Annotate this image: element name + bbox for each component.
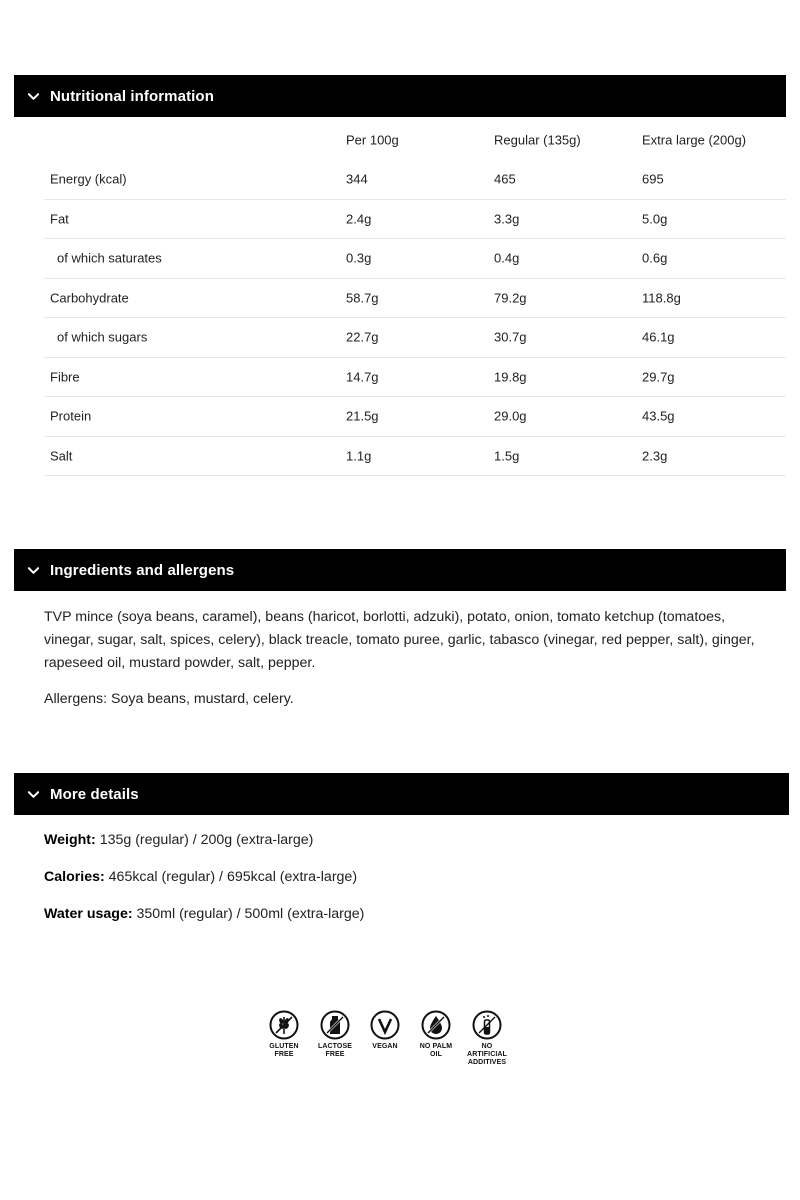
nutrient-name: Salt bbox=[50, 448, 73, 464]
dietary-badges bbox=[262, 1010, 532, 1070]
value-xl: 2.3g bbox=[642, 448, 668, 464]
value-regular: 3.3g bbox=[494, 211, 520, 227]
badge-no-palm-oil bbox=[414, 1010, 458, 1059]
chevron-down-icon bbox=[26, 787, 40, 801]
nutrient-name: Protein bbox=[50, 408, 92, 424]
chevron-down-icon bbox=[26, 563, 40, 577]
value-xl: 0.6g bbox=[642, 250, 668, 266]
detail-value: 350ml (regular) / 500ml (extra-large) bbox=[132, 906, 365, 922]
gluten-free-icon bbox=[269, 1010, 299, 1040]
no-palm-oil-icon bbox=[421, 1010, 451, 1040]
badge-label: VEGAN bbox=[372, 1043, 398, 1050]
value-per100: 21.5g bbox=[346, 408, 379, 424]
badge-label: FREE bbox=[325, 1051, 345, 1058]
value-per100: 14.7g bbox=[346, 369, 379, 385]
badge-no-artificial-additives bbox=[465, 1010, 509, 1067]
value-xl: 43.5g bbox=[642, 408, 675, 424]
value-regular: 0.4g bbox=[494, 250, 520, 266]
section-title: Nutritional information bbox=[50, 87, 214, 105]
badge-label: LACTOSE bbox=[317, 1043, 353, 1050]
badge-gluten-free bbox=[262, 1010, 306, 1059]
nutrition-table bbox=[44, 120, 786, 476]
table-row bbox=[44, 358, 786, 398]
allergens-text: Allergens: Soya beans, mustard, celery. bbox=[44, 691, 294, 707]
table-row bbox=[44, 160, 786, 200]
chevron-down-icon bbox=[26, 89, 40, 103]
value-regular: 79.2g bbox=[494, 290, 527, 306]
nutrient-name: Energy (kcal) bbox=[50, 171, 127, 187]
table-row bbox=[44, 397, 786, 437]
detail-weight bbox=[44, 832, 313, 848]
nutrient-name: Carbohydrate bbox=[50, 290, 129, 306]
value-xl: 46.1g bbox=[642, 329, 675, 345]
table-row bbox=[44, 437, 786, 477]
value-per100: 1.1g bbox=[346, 448, 372, 464]
table-row bbox=[44, 318, 786, 358]
badge-lactose-free bbox=[313, 1010, 357, 1059]
lactose-free-icon bbox=[320, 1010, 350, 1040]
badge-label: ARTIFICIAL bbox=[467, 1051, 507, 1058]
detail-label: Water usage: bbox=[44, 906, 133, 922]
detail-value: 465kcal (regular) / 695kcal (extra-large) bbox=[104, 869, 358, 885]
badge-label: FREE bbox=[274, 1051, 294, 1058]
value-regular: 29.0g bbox=[494, 408, 527, 424]
table-row bbox=[44, 200, 786, 240]
detail-calories bbox=[44, 869, 357, 885]
details-section-header[interactable] bbox=[14, 773, 789, 815]
nutrient-name: Fibre bbox=[50, 369, 80, 385]
table-row bbox=[44, 279, 786, 319]
value-per100: 344 bbox=[346, 171, 368, 187]
detail-water-usage bbox=[44, 906, 364, 922]
detail-value: 135g (regular) / 200g (extra-large) bbox=[95, 832, 314, 848]
detail-label: Weight: bbox=[44, 832, 96, 848]
table-row bbox=[44, 239, 786, 279]
value-per100: 22.7g bbox=[346, 329, 379, 345]
section-title: Ingredients and allergens bbox=[50, 561, 235, 579]
column-header: Extra large (200g) bbox=[642, 132, 747, 148]
table-header-row bbox=[44, 120, 786, 160]
ingredients-text: TVP mince (soya beans, caramel), beans (haricot, borlotti, adzuki), potato, onion, tomato ketchup (tomatoes, vinegar, sugar, salt, spices, celery), black treacle, tomato puree, garlic, tabasco (vinegar, red pepper, salt), ginger, rapeseed oil, mustard powder, salt, pepper. bbox=[44, 609, 755, 671]
nutrient-name: Fat bbox=[50, 211, 69, 227]
value-xl: 118.8g bbox=[642, 290, 681, 306]
value-xl: 29.7g bbox=[642, 369, 675, 385]
badge-vegan bbox=[363, 1010, 407, 1051]
badge-label: NO bbox=[481, 1043, 493, 1050]
ingredients-section-header[interactable] bbox=[14, 549, 786, 591]
value-regular: 30.7g bbox=[494, 329, 527, 345]
value-xl: 5.0g bbox=[642, 211, 668, 227]
vegan-icon bbox=[370, 1010, 400, 1040]
badge-label: NO PALM bbox=[419, 1043, 453, 1050]
nutrient-name: of which sugars bbox=[57, 329, 148, 345]
nutrition-section-header[interactable] bbox=[14, 75, 786, 117]
badge-label: OIL bbox=[430, 1051, 442, 1058]
column-header: Per 100g bbox=[346, 132, 399, 148]
badge-label: ADDITIVES bbox=[467, 1059, 507, 1066]
no-artificial-additives-icon bbox=[472, 1010, 502, 1040]
value-regular: 1.5g bbox=[494, 448, 520, 464]
value-per100: 0.3g bbox=[346, 250, 372, 266]
value-per100: 2.4g bbox=[346, 211, 372, 227]
column-header: Regular (135g) bbox=[494, 132, 581, 148]
badge-label: GLUTEN bbox=[269, 1043, 299, 1050]
detail-label: Calories: bbox=[44, 869, 105, 885]
section-title: More details bbox=[50, 785, 139, 803]
value-regular: 465 bbox=[494, 171, 516, 187]
value-xl: 695 bbox=[642, 171, 664, 187]
nutrient-name: of which saturates bbox=[57, 250, 162, 266]
value-per100: 58.7g bbox=[346, 290, 379, 306]
value-regular: 19.8g bbox=[494, 369, 527, 385]
